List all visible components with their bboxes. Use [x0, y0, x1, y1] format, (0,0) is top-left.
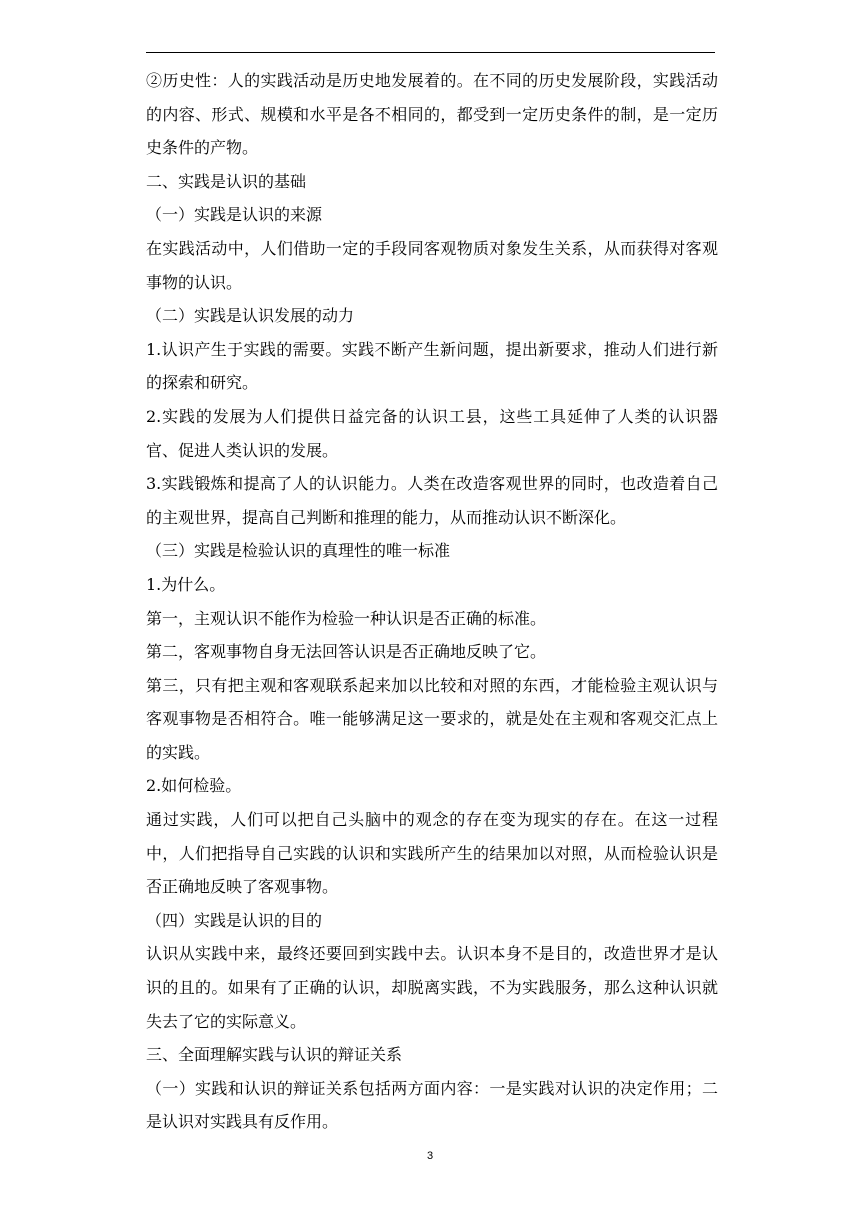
paragraph-source: 在实践活动中，人们借助一定的手段同客观物质对象发生关系，从而获得对客观事物的认识。 [146, 238, 718, 292]
paragraph-how: 2.如何检验。 [146, 776, 242, 796]
paragraph-why: 1.为什么。 [146, 574, 226, 594]
paragraph-second: 第二，客观事物自身无法回答认识是否正确地反映了它。 [146, 642, 547, 662]
paragraph-how-detail: 通过实践，人们可以把自己头脑中的观念的存在变为现实的存在。在这一过程中，人们把指导自己实践的认识和实践所产生的结果加以对照，从而检验认识是否正确地反映了客观事物。 [146, 810, 718, 897]
page-number: 3 [426, 1150, 434, 1162]
heading-practice-basis: 二、实践是认识的基础 [146, 171, 307, 191]
header-rule [146, 52, 715, 53]
paragraph-purpose: 认识从实践中来，最终还要回到实践中去。认识本身不是目的，改造世界才是认识的且的。如果有了正确的认识，却脱离实践，不为实践服务，那么这种认识就失去了它的实际意义。 [146, 944, 718, 1031]
subheading-purpose: （四）实践是认识的目的 [146, 910, 323, 930]
paragraph-first: 第一，主观认识不能作为检验一种认识是否正确的标准。 [146, 608, 547, 628]
heading-dialectic: 三、全面理解实践与认识的辩证关系 [146, 1045, 403, 1065]
paragraph-motive-1: 1.认识产生于实践的需要。实践不断产生新问题，提出新要求，推动人们进行新的探索和研究。 [146, 339, 718, 393]
subheading-standard: （三）实践是检验认识的真理性的唯一标准 [146, 541, 451, 561]
document-body [146, 64, 718, 1139]
paragraph-dialectic: （一）实践和认识的辩证关系包括两方面内容：一是实践对认识的决定作用；二是认识对实践具有反作用。 [146, 1078, 718, 1132]
paragraph-motive-2: 2.实践的发展为人们提供日益完备的认识工县，这些工具延伸了人类的认识器官、促进人类认识的发展。 [146, 406, 718, 460]
paragraph-third: 第三，只有把主观和客观联系起来加以比较和对照的东西，才能检验主观认识与客观事物是否相符合。唯一能够满足这一要求的，就是处在主观和客观交汇点上的实践。 [146, 675, 718, 762]
paragraph-motive-3: 3.实践锻炼和提高了人的认识能力。人类在改造客观世界的同时，也改造着自己的主观世界，提高自己判断和推理的能力，从而推动认识不断深化。 [146, 474, 718, 527]
subheading-source: （一）实践是认识的来源 [146, 205, 323, 225]
subheading-motive: （二）实践是认识发展的动力 [146, 306, 355, 326]
paragraph-historicity: ②历史性：人的实践活动是历史地发展着的。在不同的历史发展阶段，实践活动的内容、形式、规模和水平是各不相同的，都受到一定历史条件的制，是一定历史条件的产物。 [146, 71, 718, 158]
